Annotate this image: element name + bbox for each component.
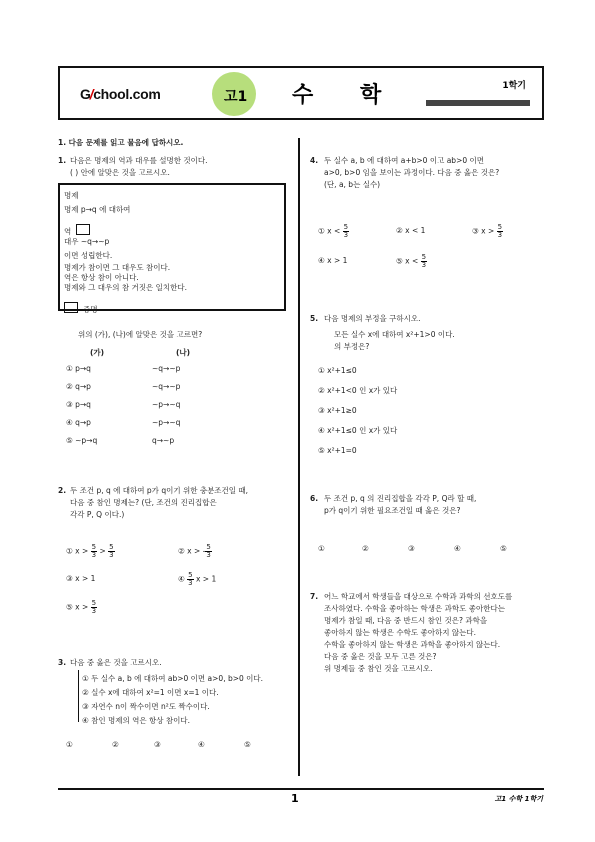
list-item[interactable]: ② x²+1<0 인 x가 있다 bbox=[318, 386, 398, 395]
table-header: (나) bbox=[176, 348, 191, 357]
answer-option[interactable]: ① x > $\frac{5}{3}$ > $\frac{5}{3}$ bbox=[66, 543, 114, 559]
question-text: 다음은 명제의 역과 대우를 설명한 것이다. bbox=[70, 156, 208, 165]
question-text: 두 실수 a, b 에 대하여 a+b>0 이고 ab>0 이면 bbox=[324, 156, 485, 165]
answer-option[interactable]: ② x > - $\frac{5}{3}$ bbox=[178, 543, 211, 559]
box-line: 명제 bbox=[64, 191, 79, 200]
answer-option[interactable]: ④ $\frac{5}{3}$ x > 1 bbox=[178, 571, 217, 587]
proof-square-icon bbox=[64, 302, 78, 313]
bracket-line bbox=[78, 670, 79, 722]
answer-option[interactable]: ⑤ x < $\frac{5}{3}$ bbox=[396, 253, 427, 269]
question-text: a>0, b>0 임을 보이는 과정이다. 다음 중 옳은 것은? bbox=[324, 168, 500, 177]
answer-option[interactable]: ⑤ x > $\frac{5}{3}$ bbox=[66, 599, 97, 615]
footer-label: 고1 수학 1학기 bbox=[494, 795, 543, 803]
list-item[interactable]: ③ x²+1≥0 bbox=[318, 406, 357, 415]
box-line: 명제와 그 대우의 참 거짓은 일치한다. bbox=[64, 283, 187, 292]
question-text: 의 부정은? bbox=[334, 342, 370, 351]
subject-title-char: 학 bbox=[360, 82, 382, 108]
question-text: ① 두 실수 a, b 에 대하여 ab>0 이면 a>0, b>0 이다. bbox=[82, 674, 264, 683]
question-text: ② 실수 x에 대하여 x²=1 이면 x=1 이다. bbox=[82, 688, 219, 697]
question-text: 모든 실수 x에 대하여 x²+1>0 이다. bbox=[334, 330, 455, 339]
answer-option[interactable]: ① bbox=[66, 740, 73, 749]
blank-square-icon bbox=[76, 224, 90, 235]
question-text: 명제가 참일 때, 다음 중 반드시 참인 것은? 과학을 bbox=[324, 616, 488, 625]
section-title: 1. 다음 문제를 읽고 물음에 답하시오. bbox=[58, 138, 184, 147]
answer-option[interactable]: ③ x > $\frac{5}{3}$ bbox=[472, 223, 503, 239]
list-item[interactable]: ④ q→p ~p→~q bbox=[66, 418, 181, 427]
question-text: 다음 중 참인 명제는? (단, 조건의 진리집합은 bbox=[70, 498, 217, 507]
question-number: 3. bbox=[58, 658, 67, 667]
answer-option[interactable]: ① x < $\frac{5}{3}$ bbox=[318, 223, 349, 239]
box-line: 이면 성립한다. bbox=[64, 251, 113, 260]
answer-option[interactable]: ② x < 1 bbox=[396, 226, 426, 235]
question-text: 위 명제들 중 참인 것을 고르시오. bbox=[324, 664, 433, 673]
header-bar bbox=[426, 100, 530, 106]
table-header: (가) bbox=[90, 348, 105, 357]
answer-option[interactable]: ④ bbox=[198, 740, 205, 749]
grade-badge-label: 고1 bbox=[224, 89, 248, 105]
question-text: 다음 중 옳은 것을 고르시오. bbox=[70, 658, 162, 667]
question-text: 다음 명제의 부정을 구하시오. bbox=[324, 314, 421, 323]
question-text: p가 q이기 위한 필요조건일 때 옳은 것은? bbox=[324, 506, 461, 515]
table-caption: 위의 (가), (나)에 알맞은 것을 고르면? bbox=[78, 330, 203, 339]
list-item[interactable]: ④ x²+1≤0 인 x가 있다 bbox=[318, 426, 398, 435]
list-item[interactable]: ① p→q ~q→~p bbox=[66, 364, 181, 373]
column-divider bbox=[298, 138, 300, 776]
header-code: 1학기 bbox=[502, 81, 526, 91]
answer-option[interactable]: ③ x > 1 bbox=[66, 574, 96, 583]
question-text: 두 조건 p, q 의 진리집합을 각각 P, Q라 할 때, bbox=[324, 494, 477, 503]
question-number: 7. bbox=[310, 592, 319, 601]
question-number: 4. bbox=[310, 156, 319, 165]
definition-box bbox=[58, 183, 286, 314]
question-text: 조사하였다. 수학을 좋아하는 학생은 과학도 좋아한다는 bbox=[324, 604, 505, 613]
page-number: 1 bbox=[291, 792, 299, 805]
answer-option[interactable]: ⑤ bbox=[500, 544, 507, 553]
question-text: ④ 참인 명제의 역은 항상 참이다. bbox=[82, 716, 190, 725]
question-text: 좋아하지 않는 학생은 수학도 좋아하지 않는다. bbox=[324, 628, 476, 637]
question-text: ( ) 안에 알맞은 것을 고르시오. bbox=[70, 168, 170, 177]
box-line: 명제 p→q 에 대하여 bbox=[64, 205, 131, 214]
box-line: 대우 ~q→~p bbox=[64, 237, 110, 246]
question-number: 6. bbox=[310, 494, 319, 503]
answer-option[interactable]: ④ bbox=[454, 544, 461, 553]
subject-title-char: 수 bbox=[292, 82, 314, 108]
question-number: 2. bbox=[58, 486, 67, 495]
question-number: 1. bbox=[58, 156, 67, 165]
answer-option[interactable]: ⑤ bbox=[244, 740, 251, 749]
answer-option[interactable]: ③ bbox=[408, 544, 415, 553]
question-text: ③ 자연수 n이 짝수이면 n²도 짝수이다. bbox=[82, 702, 210, 711]
list-item[interactable]: ③ p→q ~p→~q bbox=[66, 400, 181, 409]
question-text: 두 조건 p, q 에 대하여 p가 q이기 위한 충분조건일 때, bbox=[70, 486, 249, 495]
question-number: 5. bbox=[310, 314, 319, 323]
question-text: 어느 학교에서 학생들을 대상으로 수학과 과학의 선호도를 bbox=[324, 592, 513, 601]
answer-option[interactable]: ② bbox=[112, 740, 119, 749]
answer-option[interactable]: ① bbox=[318, 544, 325, 553]
site-logo: G/chool.com bbox=[80, 86, 161, 102]
list-item[interactable]: ⑤ ~p→q q→~p bbox=[66, 436, 175, 445]
answer-option[interactable]: ④ x > 1 bbox=[318, 256, 348, 265]
question-text: (단, a, b는 실수) bbox=[324, 180, 381, 189]
box-line: 역은 항상 참이 아니다. bbox=[64, 273, 139, 282]
list-item[interactable]: ① x²+1≤0 bbox=[318, 366, 357, 375]
footer-rule bbox=[58, 788, 544, 790]
box-line: 명제가 참이면 그 대우도 참이다. bbox=[64, 263, 171, 272]
answer-option[interactable]: ② bbox=[362, 544, 369, 553]
question-text: 다음 중 옳은 것을 모두 고른 것은? bbox=[324, 652, 437, 661]
question-text: 각각 P, Q 이다.) bbox=[70, 510, 125, 519]
list-item[interactable]: ② q→p ~q→~p bbox=[66, 382, 181, 391]
box-footer: 증명 bbox=[83, 305, 98, 314]
document-header bbox=[58, 66, 544, 120]
list-item[interactable]: ⑤ x²+1=0 bbox=[318, 446, 357, 455]
box-line: 역 bbox=[64, 227, 72, 236]
answer-option[interactable]: ③ bbox=[154, 740, 161, 749]
question-text: 수학을 좋아하지 않는 학생은 과학을 좋아하지 않는다. bbox=[324, 640, 501, 649]
